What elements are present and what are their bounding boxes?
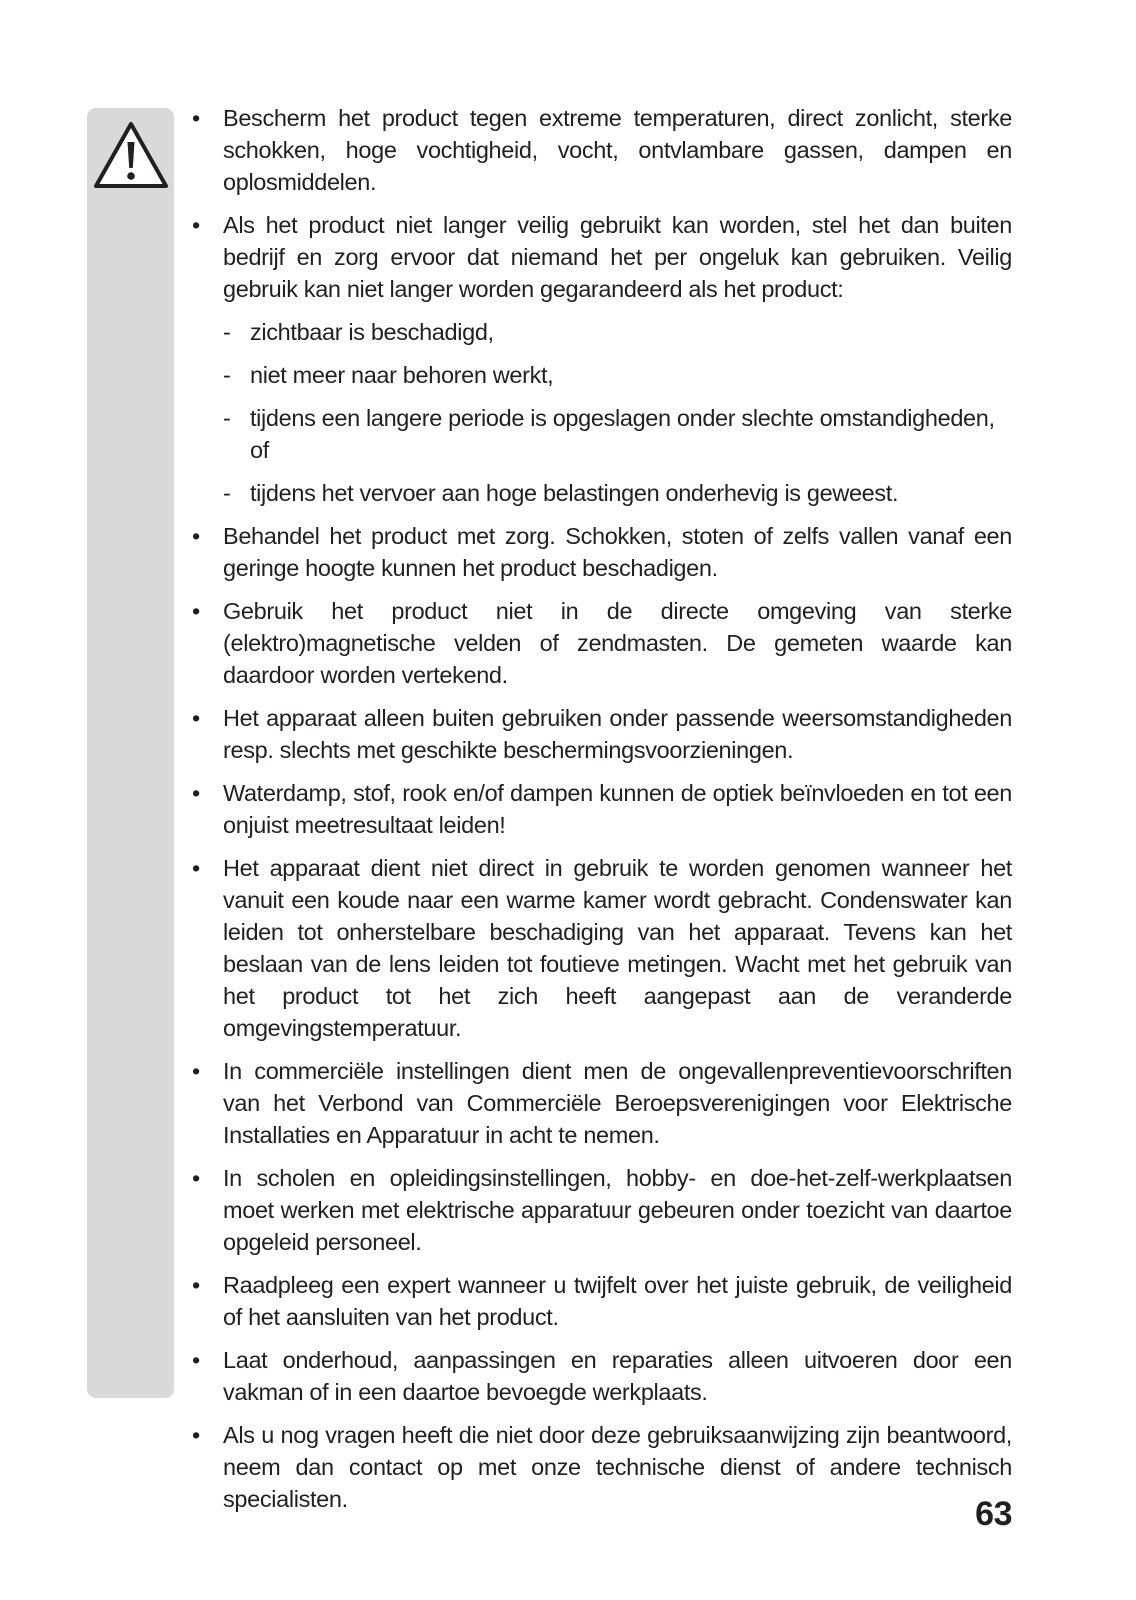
item-text: zichtbaar is beschadigd, [250, 319, 494, 345]
bullet-marker: • [192, 1165, 200, 1191]
dash-marker: - [223, 362, 231, 388]
bullet-item [192, 777, 1012, 841]
dash-marker: - [223, 405, 231, 431]
bullet-marker: • [192, 780, 200, 806]
bullet-marker: • [192, 1347, 200, 1373]
bullet-item [192, 1269, 1012, 1333]
bullet-item [192, 852, 1012, 1044]
bullet-marker: • [192, 1272, 200, 1298]
bullet-marker: • [192, 523, 200, 549]
sub-list-item [192, 359, 1012, 391]
item-text: Gebruik het product niet in de directe omgeving van sterke (elektro)magnetische velden of zendmasten. De gemeten waarde kan daardoor worden vertekend. [223, 598, 1012, 688]
bullet-marker: • [192, 1058, 200, 1084]
bullet-item [192, 1344, 1012, 1408]
bullet-item [192, 209, 1012, 305]
dash-marker: - [223, 480, 231, 506]
bullet-item [192, 595, 1012, 691]
item-text: In scholen en opleidingsinstellingen, hobby- en doe-het-zelf-werkplaatsen moet werken met elektrische apparatuur gebeuren onder toezicht van daartoe opgeleid personeel. [223, 1165, 1012, 1255]
sub-list-item [192, 402, 1012, 466]
item-text: tijdens het vervoer aan hoge belastingen onderhevig is geweest. [250, 480, 899, 506]
bullet-item [192, 102, 1012, 198]
item-text: Het apparaat dient niet direct in gebruik te worden genomen wanneer het vanuit een koude naar een warme kamer wordt gebracht. Condenswater kan leiden tot onherstelbare beschadiging van het apparaat. Tevens kan het beslaan van de lens leiden tot foutieve metingen. Wacht met het gebruik van het product tot het zich heeft aangepast aan de veranderde omgevingstemperatuur. [223, 855, 1012, 1041]
dash-marker: - [223, 319, 231, 345]
page-number: 63 [975, 1495, 1012, 1533]
item-text: Laat onderhoud, aanpassingen en reparaties alleen uitvoeren door een vakman of in een daartoe bevoegde werkplaats. [223, 1347, 1012, 1405]
sub-list-item [192, 477, 1012, 509]
bullet-marker: • [192, 855, 200, 881]
warning-triangle-icon [92, 120, 170, 192]
item-text: Als u nog vragen heeft die niet door deze gebruiksaanwijzing zijn beantwoord, neem dan contact op met onze technische dienst of andere technisch specialisten. [223, 1422, 1012, 1512]
bullet-item [192, 520, 1012, 584]
bullet-item [192, 702, 1012, 766]
item-text: tijdens een langere periode is opgeslagen onder slechte omstandigheden, of [250, 405, 995, 463]
item-text: niet meer naar behoren werkt, [250, 362, 554, 388]
bullet-marker: • [192, 1422, 200, 1448]
item-text: Waterdamp, stof, rook en/of dampen kunnen de optiek beïnvloeden en tot een onjuist meetresultaat leiden! [223, 780, 1012, 838]
item-text: Als het product niet langer veilig gebruikt kan worden, stel het dan buiten bedrijf en zorg ervoor dat niemand het per ongeluk kan gebruiken. Veilig gebruik kan niet langer worden gegarandeerd als het product: [223, 212, 1012, 302]
item-text: In commerciële instellingen dient men de ongevallenpreventievoorschriften van het Verbond van Commerciële Beroepsverenigingen voor Elektrische Installaties en Apparatuur in acht te nemen. [223, 1058, 1012, 1148]
item-text: Het apparaat alleen buiten gebruiken onder passende weersomstandigheden resp. slechts met geschikte beschermingsvoorzieningen. [223, 705, 1012, 763]
item-text: Bescherm het product tegen extreme temperaturen, direct zonlicht, sterke schokken, hoge vochtigheid, vocht, ontvlambare gassen, dampen en oplosmiddelen. [223, 105, 1012, 195]
warning-sidebar [87, 108, 174, 1398]
bullet-marker: • [192, 598, 200, 624]
bullet-item [192, 1162, 1012, 1258]
bullet-marker: • [192, 105, 200, 131]
bullet-item [192, 1419, 1012, 1515]
sub-list-item [192, 316, 1012, 348]
bullet-marker: • [192, 705, 200, 731]
bullet-marker: • [192, 212, 200, 238]
item-text: Behandel het product met zorg. Schokken, stoten of zelfs vallen vanaf een geringe hoogte kunnen het product beschadigen. [223, 523, 1012, 581]
item-text: Raadpleeg een expert wanneer u twijfelt over het juiste gebruik, de veiligheid of het aansluiten van het product. [223, 1272, 1012, 1330]
safety-instructions-list [192, 102, 1012, 1526]
bullet-item [192, 1055, 1012, 1151]
